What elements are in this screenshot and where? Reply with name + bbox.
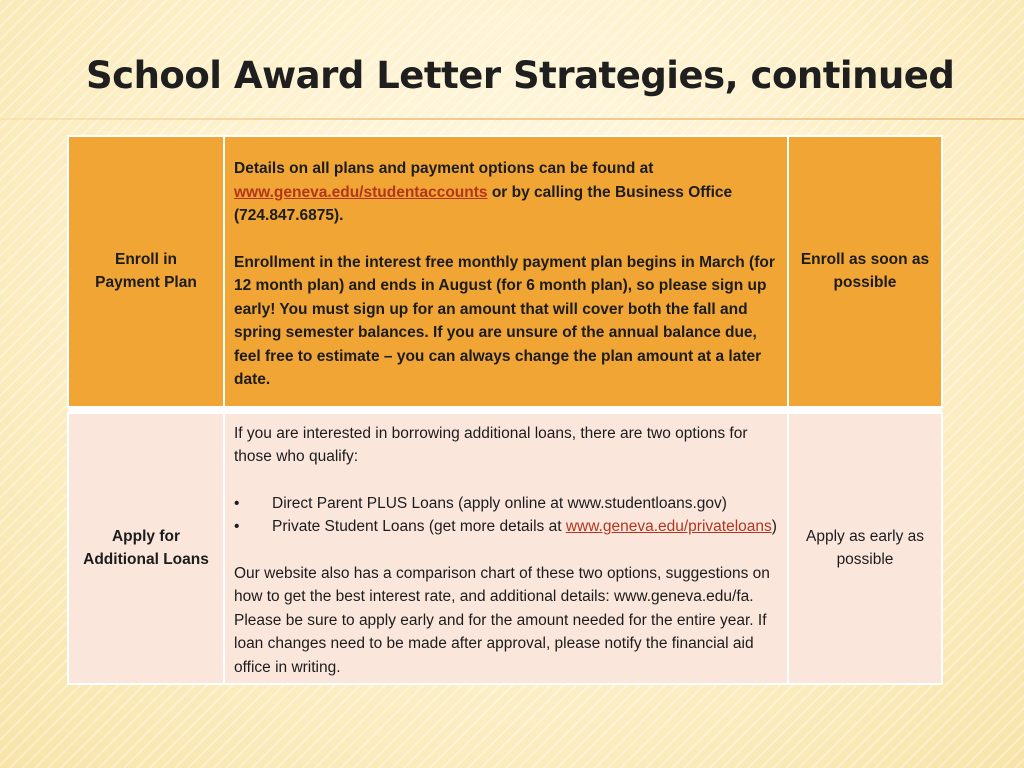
list-item <box>234 515 778 539</box>
strategy-label: Apply for Additional Loans <box>83 527 209 569</box>
loan-options-list <box>234 492 778 539</box>
strategy-details-cell <box>224 413 788 685</box>
loan-option-text: Direct Parent PLUS Loans (apply online at www.studentloans.gov) <box>272 494 727 512</box>
details-text: Details on all plans and payment options can be found at <box>234 160 654 177</box>
strategy-table <box>67 135 943 685</box>
list-item <box>234 492 778 516</box>
details-paragraph <box>234 157 778 228</box>
details-paragraph: Our website also has a comparison chart of these two options, suggestions on how to get the best interest rate, and additional details: www.geneva.edu/fa. Please be sure to apply early and for the amount needed for the entire year. If loan changes need to be made after approval, please notify the financial aid office in writing. <box>234 564 770 676</box>
strategy-label: Enroll in Payment Plan <box>95 250 197 292</box>
loan-option-text: ) <box>771 518 777 535</box>
strategy-label-cell <box>68 413 224 685</box>
title-divider <box>0 118 1024 120</box>
bullet-icon: • <box>234 518 240 535</box>
details-paragraph: If you are interested in borrowing additional loans, there are two options for those who qualify: <box>234 424 748 465</box>
strategy-timing-cell <box>788 136 942 407</box>
details-text: or by calling the Business Office (724.847.6875). <box>234 183 733 224</box>
bullet-icon: • <box>234 494 240 512</box>
strategy-timing-cell <box>788 413 942 685</box>
private-loans-link[interactable]: www.geneva.edu/privateloans <box>565 518 772 535</box>
details-paragraph: Enrollment in the interest free monthly payment plan begins in March (for 12 month plan) and ends in August (for 6 month plan), so please sign up early! You must sign up for an amount that will cover both the fall and spring semester balances. If you are unsure of the annual balance due, feel free to estimate – you can always change the plan amount at a later date. <box>234 253 775 388</box>
strategy-timing: Enroll as soon as possible <box>800 250 930 292</box>
strategy-label-cell <box>68 136 224 407</box>
loan-option-text: Private Student Loans (get more details at <box>272 518 562 535</box>
table-row-payment-plan <box>68 136 942 407</box>
slide-title: School Award Letter Strategies, continued <box>86 54 955 97</box>
student-accounts-link[interactable]: www.geneva.edu/studentaccounts <box>234 183 488 201</box>
strategy-details-cell <box>224 136 788 407</box>
strategy-timing: Apply as early as possible <box>805 527 925 569</box>
table-row-additional-loans <box>68 413 942 685</box>
